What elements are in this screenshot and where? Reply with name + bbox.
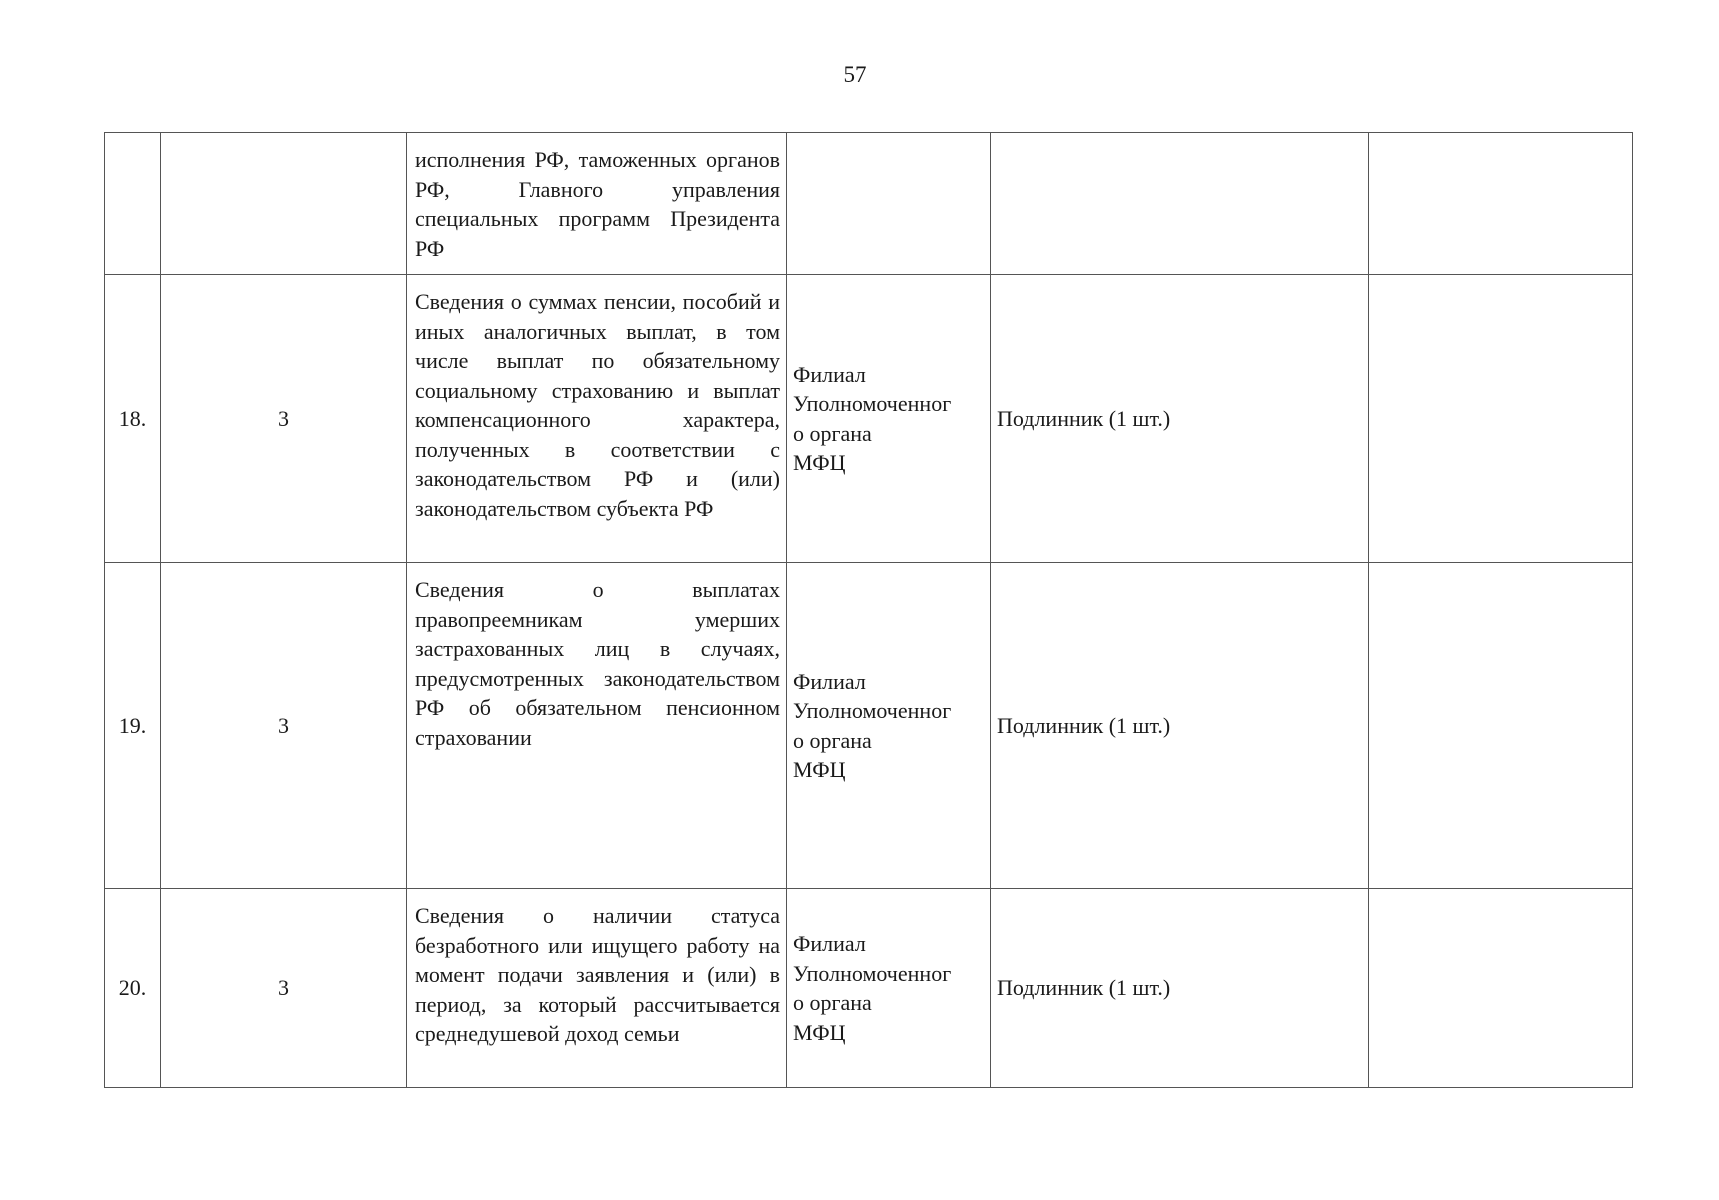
row-description: исполнения РФ, таможенных органов РФ, Главного управления специальных программ Президента РФ bbox=[407, 133, 787, 275]
row-number: 20. bbox=[105, 889, 161, 1088]
row-note bbox=[1369, 563, 1633, 889]
row-number: 18. bbox=[105, 275, 161, 563]
organization-line: о органа bbox=[793, 420, 872, 446]
table-row bbox=[105, 133, 1633, 275]
organization-line: Филиал bbox=[793, 668, 866, 694]
row-organization bbox=[787, 275, 991, 563]
row-category: 3 bbox=[161, 563, 407, 889]
organization-line: о органа bbox=[793, 990, 872, 1015]
row-document-form bbox=[991, 133, 1369, 275]
organization-line: о органа bbox=[793, 727, 872, 753]
row-document-form: Подлинник (1 шт.) bbox=[991, 275, 1369, 563]
organization-line: МФЦ bbox=[793, 757, 846, 782]
row-description: Сведения о суммах пенсии, пособий и иных аналогичных выплат, в том числе выплат по обязательному социальному страхованию и выплат компенсационного характера, полученных в соответствии с законодательством РФ и (или) законодательством субъекта РФ bbox=[407, 275, 787, 563]
table-row bbox=[105, 563, 1633, 889]
organization-line: МФЦ bbox=[793, 450, 846, 475]
row-organization bbox=[787, 889, 991, 1088]
row-category bbox=[161, 133, 407, 275]
organization-line: Уполномоченног bbox=[793, 698, 952, 723]
organization-line: Филиал bbox=[793, 361, 866, 387]
table-row bbox=[105, 275, 1633, 563]
page-number: 57 bbox=[843, 62, 867, 87]
row-note bbox=[1369, 275, 1633, 563]
documents-table bbox=[104, 132, 1633, 1088]
row-description: Сведения о наличии статуса безработного или ищущего работу на момент подачи заявления и (или) в период, за который рассчитывается среднедушевой доход семьи bbox=[407, 889, 787, 1088]
organization-line: МФЦ bbox=[793, 1019, 846, 1045]
organization-line: Уполномоченног bbox=[793, 391, 952, 416]
row-number bbox=[105, 133, 161, 275]
row-organization bbox=[787, 133, 991, 275]
row-document-form: Подлинник (1 шт.) bbox=[991, 889, 1369, 1088]
organization-line: Уполномоченног bbox=[793, 960, 952, 986]
row-description: Сведения о выплатах правопреемникам умерших застрахованных лиц в случаях, предусмотренных законодательством РФ об обязательном пенсионном страховании bbox=[407, 563, 787, 889]
row-number: 19. bbox=[105, 563, 161, 889]
row-category: 3 bbox=[161, 275, 407, 563]
row-category: 3 bbox=[161, 889, 407, 1088]
organization-line: Филиал bbox=[793, 931, 866, 956]
table-row bbox=[105, 889, 1633, 1088]
row-document-form: Подлинник (1 шт.) bbox=[991, 563, 1369, 889]
row-organization bbox=[787, 563, 991, 889]
row-note bbox=[1369, 133, 1633, 275]
row-note bbox=[1369, 889, 1633, 1088]
